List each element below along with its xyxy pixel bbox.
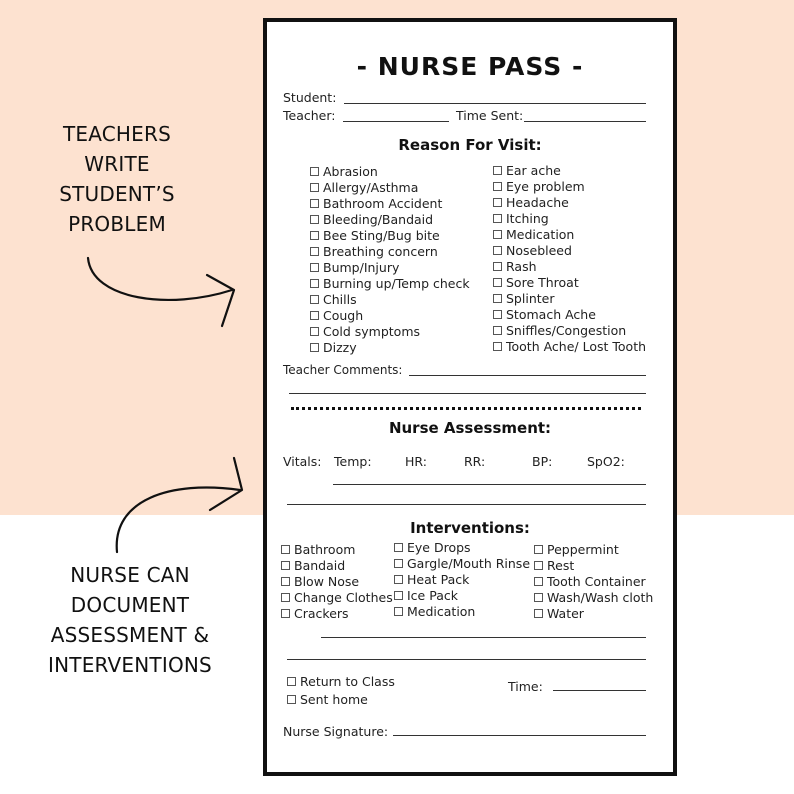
- intervention-checkbox-item[interactable]: Blow Nose: [281, 574, 393, 590]
- checkbox-icon[interactable]: [493, 326, 502, 335]
- checkbox-icon[interactable]: [534, 577, 543, 586]
- pass-title: - NURSE PASS -: [356, 52, 584, 81]
- checkbox-icon[interactable]: [493, 230, 502, 239]
- checkbox-icon[interactable]: [281, 577, 290, 586]
- checkbox-icon[interactable]: [287, 695, 296, 704]
- checkbox-icon[interactable]: [493, 262, 502, 271]
- intervention-checkbox-item[interactable]: Tooth Container: [534, 574, 653, 590]
- checkbox-icon[interactable]: [281, 609, 290, 618]
- time-label: Time:: [508, 679, 543, 694]
- teacher-instruction-line: PROBLEM: [68, 212, 166, 236]
- intervention-checkbox-item[interactable]: Medication: [394, 604, 530, 620]
- reason-checkbox-item[interactable]: Breathing concern: [310, 244, 470, 260]
- intervention-checkbox-item[interactable]: Peppermint: [534, 542, 653, 558]
- hr-label: HR:: [405, 454, 427, 469]
- checkbox-icon[interactable]: [281, 545, 290, 554]
- assessment-heading: Nurse Assessment:: [388, 419, 552, 437]
- checkbox-icon[interactable]: [287, 677, 296, 686]
- checkbox-icon[interactable]: [534, 593, 543, 602]
- bp-label: BP:: [532, 454, 553, 469]
- intervention-checkbox-item[interactable]: Bathroom: [281, 542, 393, 558]
- checkbox-icon[interactable]: [310, 311, 319, 320]
- reasons-left-column: [310, 164, 470, 356]
- teacher-comments-field-2[interactable]: [289, 393, 646, 394]
- reason-checkbox-item[interactable]: Sore Throat: [493, 275, 646, 291]
- nurse-instruction-text: [30, 560, 230, 680]
- reason-checkbox-item[interactable]: Bump/Injury: [310, 260, 470, 276]
- teacher-field[interactable]: [343, 121, 449, 122]
- intervention-checkbox-item[interactable]: Change Clothes: [281, 590, 393, 606]
- nurse-instruction-line: INTERVENTIONS: [48, 653, 212, 677]
- intervention-checkbox-item[interactable]: Rest: [534, 558, 653, 574]
- reason-checkbox-item[interactable]: Bathroom Accident: [310, 196, 470, 212]
- checkbox-icon[interactable]: [310, 231, 319, 240]
- checkbox-icon[interactable]: [310, 295, 319, 304]
- reason-checkbox-item[interactable]: Eye problem: [493, 179, 646, 195]
- checkbox-icon[interactable]: [493, 246, 502, 255]
- reason-checkbox-item[interactable]: Bee Sting/Bug bite: [310, 228, 470, 244]
- intervention-checkbox-item[interactable]: Bandaid: [281, 558, 393, 574]
- nurse-signature-label: Nurse Signature:: [283, 724, 389, 739]
- reason-checkbox-item[interactable]: Cough: [310, 308, 470, 324]
- reason-checkbox-item[interactable]: Tooth Ache/ Lost Tooth: [493, 339, 646, 355]
- interventions-column-1: [281, 542, 393, 622]
- checkbox-icon[interactable]: [493, 342, 502, 351]
- sent-home-checkbox[interactable]: Sent home: [287, 692, 368, 708]
- time-sent-field[interactable]: [524, 121, 646, 122]
- assessment-field[interactable]: [287, 504, 646, 505]
- temp-label: Temp:: [334, 454, 372, 469]
- reason-checkbox-item[interactable]: Dizzy: [310, 340, 470, 356]
- checkbox-icon[interactable]: [310, 183, 319, 192]
- reason-checkbox-item[interactable]: Chills: [310, 292, 470, 308]
- checkbox-icon[interactable]: [493, 182, 502, 191]
- teacher-instruction-line: WRITE: [84, 152, 150, 176]
- teacher-instruction-line: TEACHERS: [62, 122, 172, 146]
- time-sent-label: Time Sent:: [456, 108, 524, 123]
- checkbox-icon[interactable]: [534, 609, 543, 618]
- reason-checkbox-item[interactable]: Sniffles/Congestion: [493, 323, 646, 339]
- reasons-right-column: [493, 163, 646, 355]
- checkbox-icon[interactable]: [493, 294, 502, 303]
- intervention-checkbox-item[interactable]: Gargle/Mouth Rinse: [394, 556, 530, 572]
- checkbox-icon[interactable]: [310, 263, 319, 272]
- rr-label: RR:: [464, 454, 486, 469]
- reason-checkbox-item[interactable]: Headache: [493, 195, 646, 211]
- checkbox-icon[interactable]: [493, 166, 502, 175]
- intervention-checkbox-item[interactable]: Water: [534, 606, 653, 622]
- teacher-label: Teacher:: [283, 108, 336, 123]
- intervention-checkbox-item[interactable]: Heat Pack: [394, 572, 530, 588]
- teacher-instruction-text: [52, 119, 182, 239]
- interventions-notes-field-2[interactable]: [287, 659, 646, 660]
- student-label: Student:: [283, 90, 337, 105]
- checkbox-icon[interactable]: [394, 591, 403, 600]
- teacher-instruction-line: STUDENT’S: [59, 182, 175, 206]
- checkbox-icon[interactable]: [493, 198, 502, 207]
- checkbox-icon[interactable]: [310, 343, 319, 352]
- intervention-checkbox-item[interactable]: Ice Pack: [394, 588, 530, 604]
- reason-checkbox-item[interactable]: Medication: [493, 227, 646, 243]
- student-field[interactable]: [344, 103, 646, 104]
- checkbox-icon[interactable]: [281, 561, 290, 570]
- reason-checkbox-item[interactable]: Abrasion: [310, 164, 470, 180]
- checkbox-icon[interactable]: [493, 310, 502, 319]
- nurse-signature-field[interactable]: [393, 735, 646, 736]
- checkbox-icon[interactable]: [394, 559, 403, 568]
- checkbox-icon[interactable]: [310, 279, 319, 288]
- checkbox-icon[interactable]: [394, 543, 403, 552]
- checkbox-icon[interactable]: [310, 215, 319, 224]
- reason-checkbox-item[interactable]: Itching: [493, 211, 646, 227]
- nurse-pass-card: [263, 18, 677, 776]
- reason-checkbox-item[interactable]: Splinter: [493, 291, 646, 307]
- checkbox-icon[interactable]: [310, 247, 319, 256]
- teacher-comments-label: Teacher Comments:: [283, 363, 403, 377]
- return-to-class-checkbox[interactable]: Return to Class: [287, 674, 395, 690]
- reason-checkbox-item[interactable]: Stomach Ache: [493, 307, 646, 323]
- vitals-field[interactable]: [333, 484, 646, 485]
- checkbox-icon[interactable]: [310, 327, 319, 336]
- nurse-instruction-line: ASSESSMENT &: [50, 623, 210, 647]
- section-divider: [291, 407, 641, 410]
- intervention-checkbox-item[interactable]: Eye Drops: [394, 540, 530, 556]
- checkbox-icon[interactable]: [281, 593, 290, 602]
- interventions-notes-field[interactable]: [321, 637, 646, 638]
- vitals-label: Vitals:: [283, 454, 322, 469]
- checkbox-icon[interactable]: [310, 167, 319, 176]
- reason-checkbox-item[interactable]: Cold symptoms: [310, 324, 470, 340]
- checkbox-icon[interactable]: [534, 561, 543, 570]
- interventions-column-2: [394, 540, 530, 620]
- checkbox-icon[interactable]: [310, 199, 319, 208]
- nurse-instruction-line: DOCUMENT: [70, 593, 190, 617]
- checkbox-icon[interactable]: [394, 575, 403, 584]
- checkbox-icon[interactable]: [493, 214, 502, 223]
- reason-checkbox-item[interactable]: Allergy/Asthma: [310, 180, 470, 196]
- teacher-comments-field[interactable]: [409, 375, 646, 376]
- reason-checkbox-item[interactable]: Nosebleed: [493, 243, 646, 259]
- reason-checkbox-item[interactable]: Burning up/Temp check: [310, 276, 470, 292]
- reason-heading: Reason For Visit:: [398, 136, 542, 154]
- spo2-label: SpO2:: [587, 454, 625, 469]
- nurse-instruction-line: NURSE CAN: [70, 563, 190, 587]
- checkbox-icon[interactable]: [534, 545, 543, 554]
- checkbox-icon[interactable]: [394, 607, 403, 616]
- interventions-heading: Interventions:: [410, 519, 530, 537]
- time-field[interactable]: [553, 690, 646, 691]
- reason-checkbox-item[interactable]: Bleeding/Bandaid: [310, 212, 470, 228]
- intervention-checkbox-item[interactable]: Crackers: [281, 606, 393, 622]
- checkbox-icon[interactable]: [493, 278, 502, 287]
- reason-checkbox-item[interactable]: Rash: [493, 259, 646, 275]
- intervention-checkbox-item[interactable]: Wash/Wash cloth: [534, 590, 653, 606]
- reason-checkbox-item[interactable]: Ear ache: [493, 163, 646, 179]
- interventions-column-3: [534, 542, 653, 622]
